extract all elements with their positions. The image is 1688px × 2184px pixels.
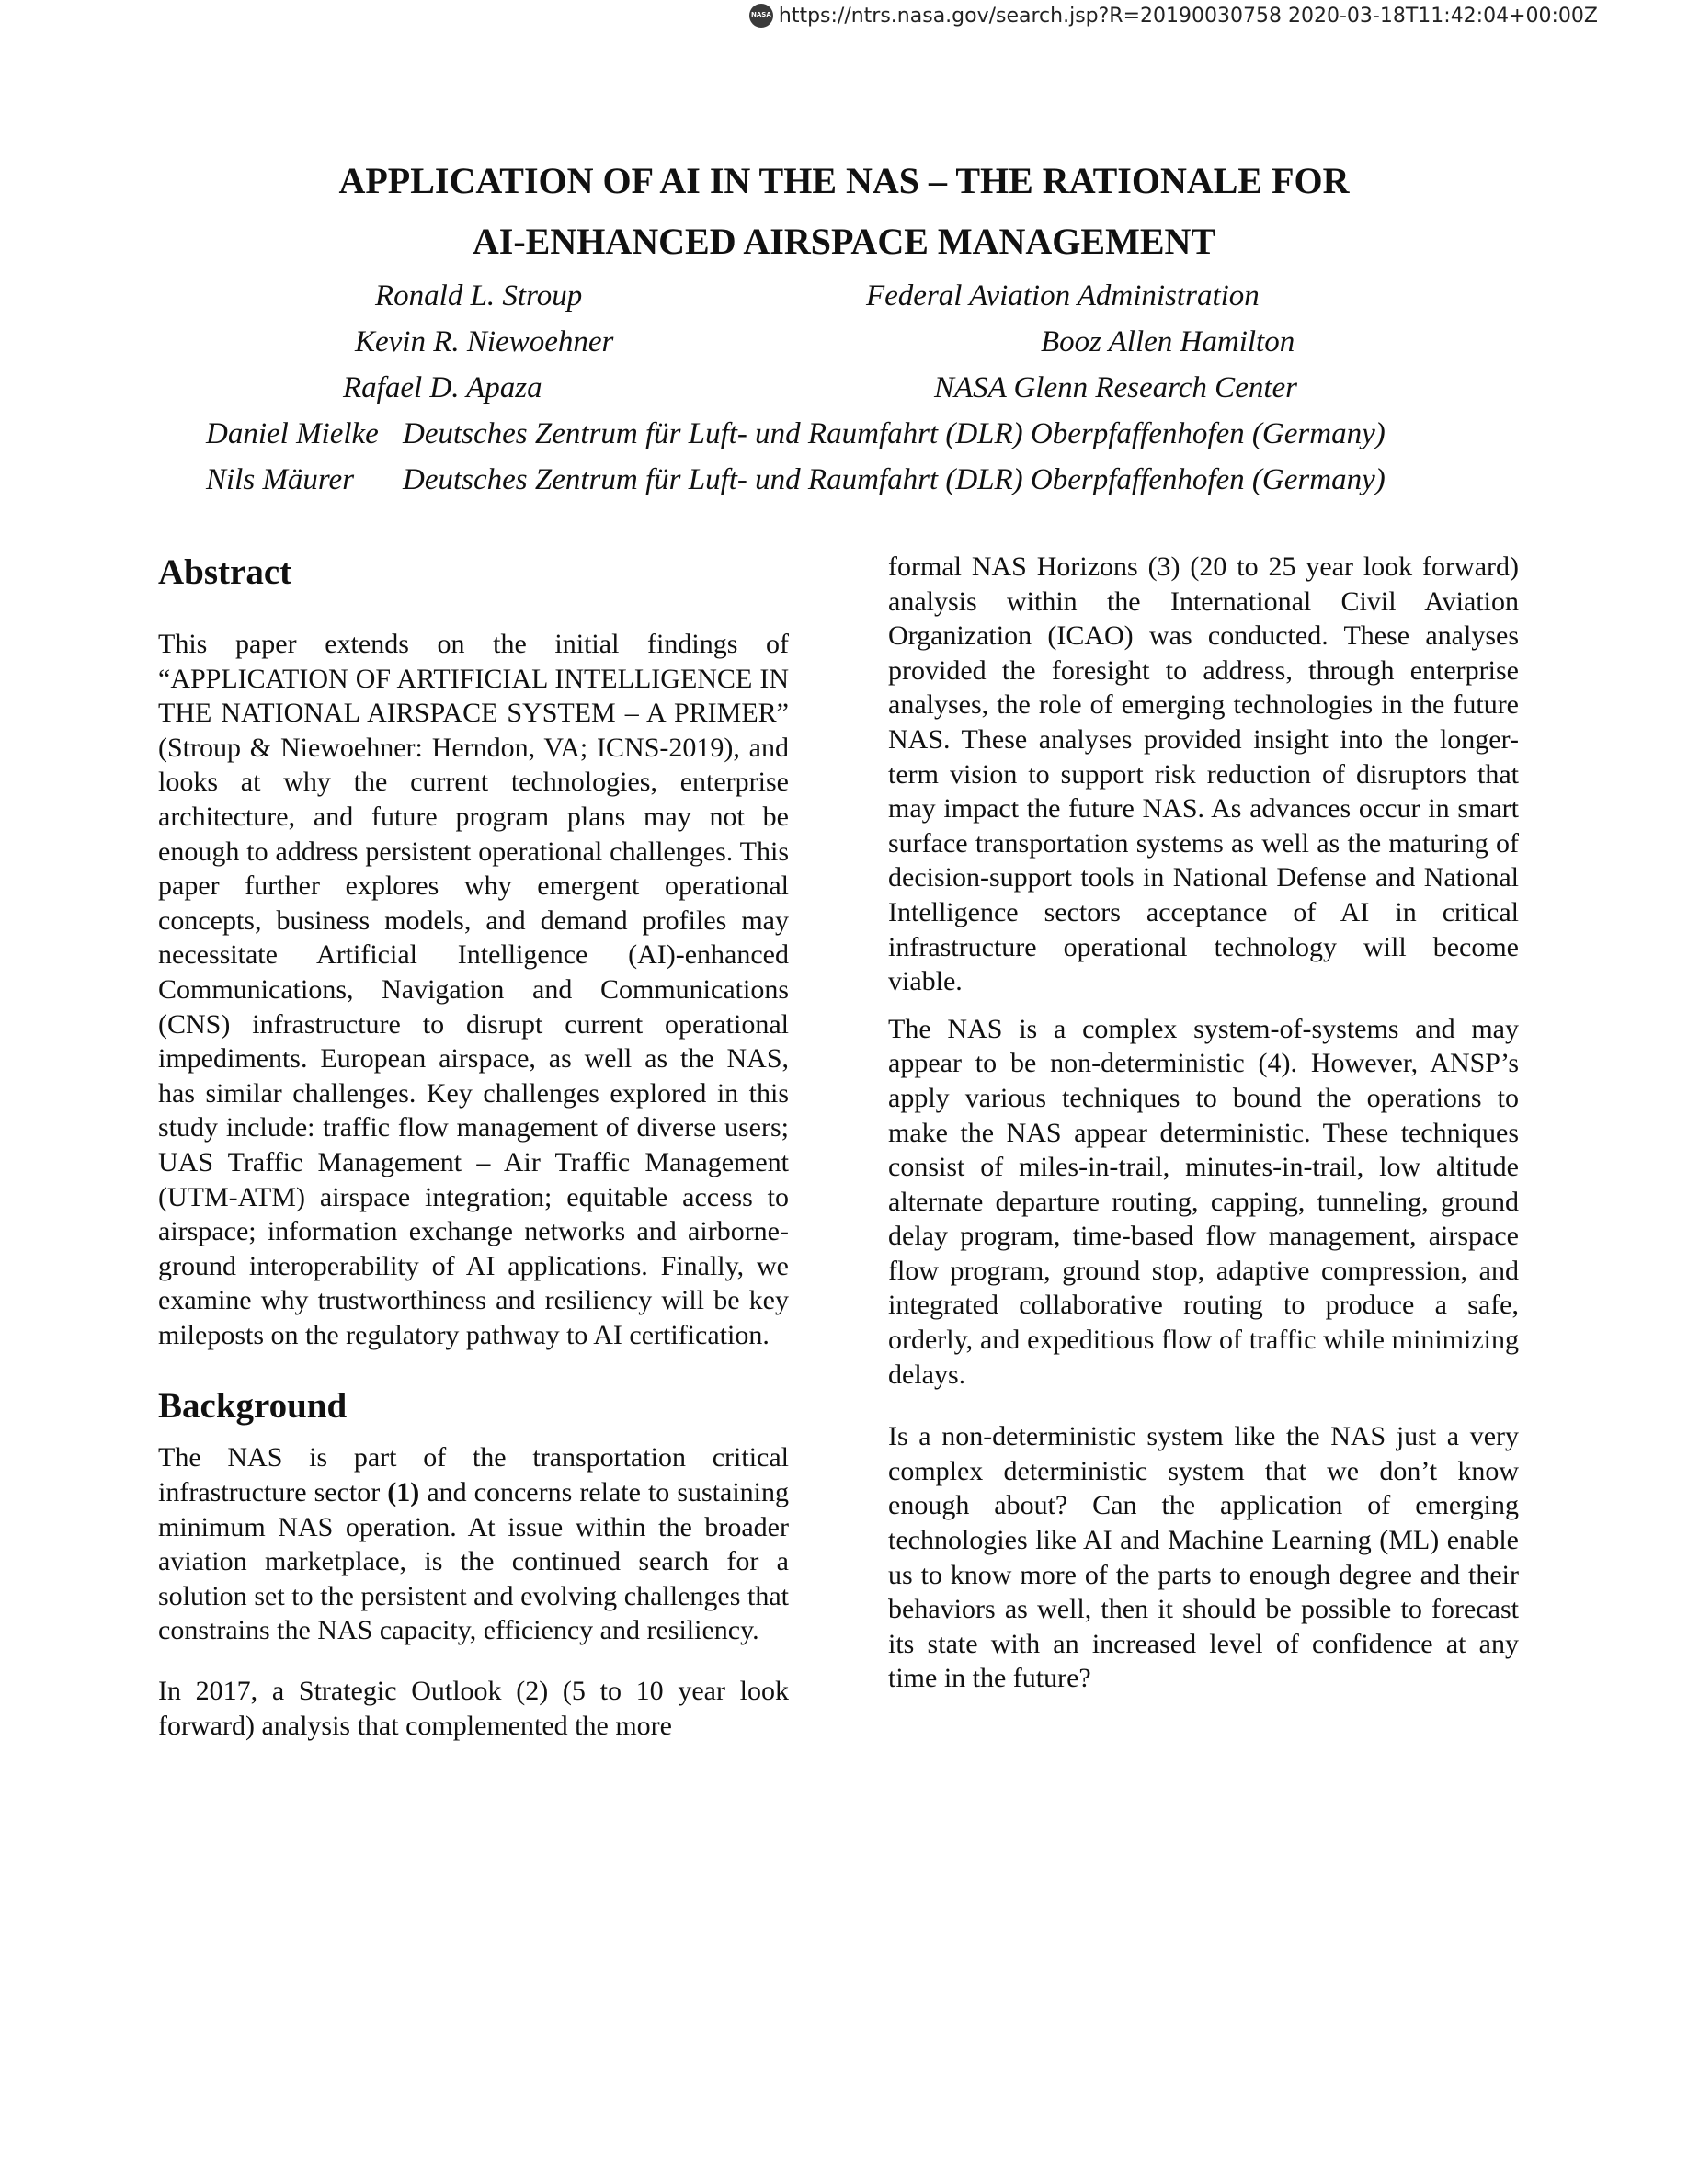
abstract-heading: Abstract [158, 552, 292, 592]
right-column [888, 550, 1519, 1696]
background-p1-text-a: The NAS is part of the transportation critical infrastructure sector [158, 1442, 789, 1508]
abstract-text: This paper extends on the initial findings of “APPLICATION OF ARTIFICIAL INTELLIGENCE IN THE NATIONAL AIRSPACE SYSTEM – A PRIMER” (Stroup & Niewoehner: Herndon, VA; ICNS-2019), and looks at why the current technologies, enterprise architecture, and future program plans may not be enough to address persistent operational challenges. This paper further explores why emergent operational concepts, business models, and demand profiles may necessitate Artificial Intelligence (AI)-enhanced Communications, Navigation and Communications (CNS) infrastructure to disrupt current operational impediments. European airspace, as well as the NAS, has similar challenges. Key challenges explored in this study include: traffic flow management of diverse users; UAS Traffic Management – Air Traffic Management (UTM-ATM) airspace integration; equitable access to airspace; information exchange networks and airborne-ground interoperability of AI applications. Finally, we examine why trustworthiness and resiliency will be key mileposts on the regulatory pathway to AI certification. [158, 629, 789, 1350]
left-column [158, 550, 789, 1743]
background-paragraph-1 [158, 1440, 789, 1648]
ntrs-stamp[interactable] [749, 4, 1598, 28]
right-paragraph-1: formal NAS Horizons (3) (20 to 25 year look forward) analysis within the International Civil Aviation Organization (ICAO) was conducted. These analyses provided the foresight to address, through enterprise analyses, the role of emerging technologies in the future NAS. These analyses provided insight into the longer-term vision to support risk reduction of disruptors that may impact the future NAS. As advances occur in smart surface transportation systems as well as the maturing of decision-support tools in National Defense and National Intelligence sectors acceptance of AI in critical infrastructure operational technology will become viable. [888, 552, 1519, 997]
author-name-2: Kevin R. Niewoehner [355, 325, 614, 358]
author-name-1: Ronald L. Stroup [375, 279, 583, 313]
author-affiliation-5: Deutsches Zentrum für Luft- und Raumfahrt (DLR) Oberpfaffenhofen (Germany) [403, 463, 1386, 496]
author-name-3: Rafael D. Apaza [343, 371, 542, 404]
nasa-logo-icon [749, 4, 773, 28]
paper-title [0, 151, 1688, 272]
title-line-1: APPLICATION OF AI IN THE NAS – THE RATIONALE FOR [338, 160, 1350, 201]
right-paragraph-2: The NAS is a complex system-of-systems and may appear to be non-deterministic (4). However, ANSP’s apply various techniques to bound the operations to make the NAS appear deterministic. These techniques consist of miles-in-trail, minutes-in-trail, low altitude alternate departure routing, capping, tunneling, ground delay program, time-based flow management, airspace flow program, ground stop, adaptive compression, and integrated collaborative routing to produce a safe, orderly, and expeditious flow of traffic while minimizing delays. [888, 1013, 1519, 1390]
author-name-4: Daniel Mielke [206, 417, 379, 450]
title-line-2: AI-ENHANCED AIRSPACE MANAGEMENT [472, 221, 1216, 262]
author-affiliation-2: Booz Allen Hamilton [1041, 325, 1295, 358]
background-paragraph-2: In 2017, a Strategic Outlook (2) (5 to 10 year look forward) analysis that complemented the more [158, 1676, 789, 1741]
author-affiliation-3: NASA Glenn Research Center [934, 371, 1298, 404]
author-name-5: Nils Mäurer [206, 463, 355, 496]
right-paragraph-3: Is a non-deterministic system like the NAS just a very complex deterministic system that we don’t know enough about? Can the application of emerging technologies like AI and Machine Learning (ML) enable us to know more of the parts to enough degree and their behaviors as well, then it should be possible to forecast its state with an increased level of confidence at any time in the future? [888, 1421, 1519, 1694]
ntrs-stamp-text[interactable]: https://ntrs.nasa.gov/search.jsp?R=20190030758 2020-03-18T11:42:04+00:00Z [778, 4, 1598, 28]
author-affiliation-1: Federal Aviation Administration [866, 279, 1260, 313]
author-affiliation-4: Deutsches Zentrum für Luft- und Raumfahrt (DLR) Oberpfaffenhofen (Germany) [403, 417, 1386, 450]
reference-1[interactable]: (1) [387, 1477, 420, 1508]
background-heading: Background [158, 1386, 348, 1427]
background-p1-text-b: and concerns relate to sustaining minimum NAS operation. At issue within the broader aviation marketplace, is the continued search for a solution set to the persistent and evolving challenges that constrains the NAS capacity, efficiency and resiliency. [158, 1477, 789, 1646]
